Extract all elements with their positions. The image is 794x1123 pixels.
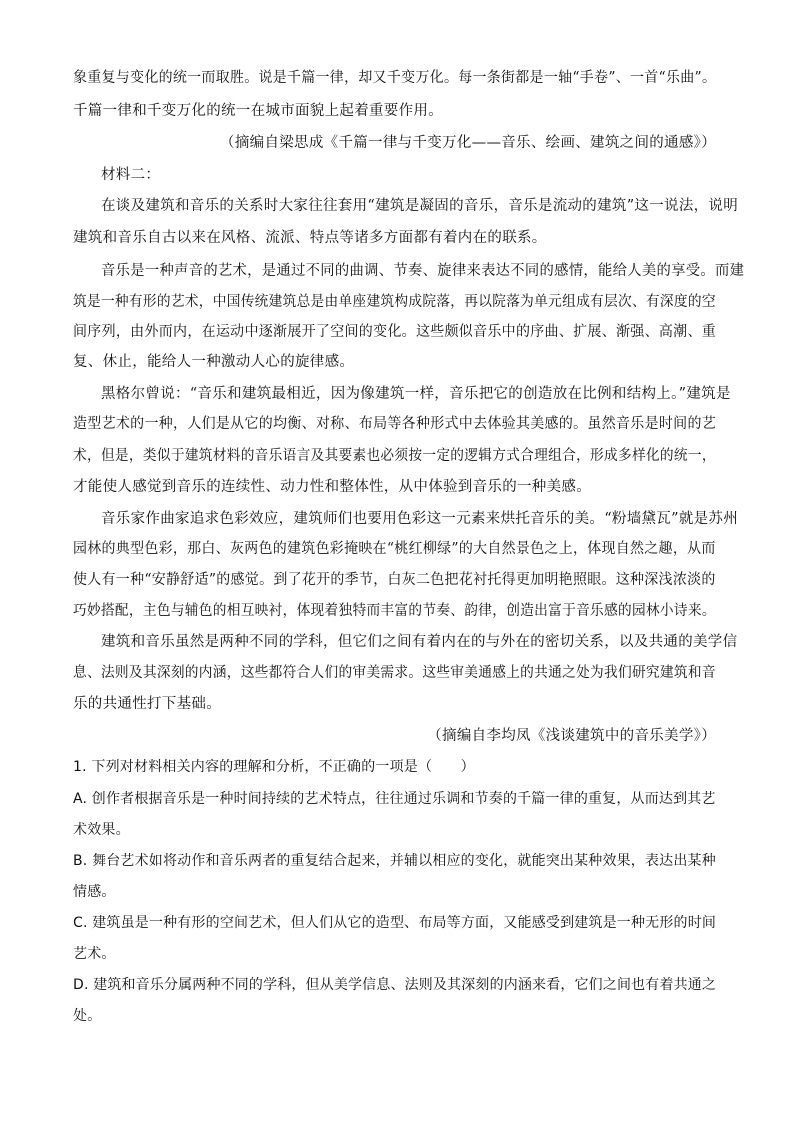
option-c-line-2: 艺术。	[73, 946, 116, 962]
material2-source: （摘编自李均凤《浅谈建筑中的音乐美学》）	[427, 728, 716, 744]
material2-p4-line-3: 使人有一种“安静舒适”的感觉。到了花开的季节，白灰二色把花衬托得更加明艳照眼。这种深浅浓淡的	[73, 572, 716, 588]
material2-p3-line-3: 术，但是，类似于建筑材料的音乐语言及其要素也必须按一定的逻辑方式合理组合，形成多样化的统一，	[73, 448, 716, 464]
question-stem: 1. 下列对材料相关内容的理解和分析，不正确的一项是（ ）	[73, 759, 475, 775]
material2-p3-line-1: 黑格尔曾说：“音乐和建筑最相近，因为像建筑一样，音乐把它的创造放在比例和结构上。”建筑是	[101, 386, 731, 402]
material2-p2-line-2: 筑是一种有形的艺术，中国传统建筑总是由单座建筑构成院落，再以院落为单元组成有层次、有深度的空	[73, 294, 716, 310]
material1-line-2: 千篇一律和千变万化的统一在城市面貌上起着重要作用。	[73, 103, 443, 119]
material2-p1-line-1: 在谈及建筑和音乐的关系时大家往往套用“建筑是凝固的音乐，音乐是流动的建筑”这一说法，说明	[101, 198, 739, 214]
option-c-line-1: C. 建筑虽是一种有形的空间艺术，但人们从它的造型、布局等方面，又能感受到建筑是一种无形的时间	[73, 915, 717, 931]
material2-p1-line-2: 建筑和音乐自古以来在风格、流派、特点等诸多方面都有着内在的联系。	[73, 230, 547, 246]
material1-line-1: 象重复与变化的统一而取胜。说是千篇一律，却又千变万化。每一条街都是一轴“手卷”、一首“乐曲”。	[73, 70, 717, 86]
material2-heading: 材料二：	[101, 167, 161, 183]
material2-p2-line-4: 复、休止，能给人一种激动人心的旋律感。	[73, 354, 355, 370]
option-b-line-2: 情感。	[73, 884, 116, 900]
option-a-line-2: 术效果。	[73, 822, 130, 838]
material2-p4-line-2: 园林的典型色彩，那白、灰两色的建筑色彩掩映在“桃红柳绿”的大自然景色之上，体现自然之趣，从而	[73, 541, 716, 557]
material2-p5-line-1: 建筑和音乐虽然是两种不同的学科，但它们之间有着内在的与外在的密切关系，以及共通的美学信	[101, 634, 738, 650]
material2-p4-line-1: 音乐家作曲家追求色彩效应，建筑师们也要用色彩这一元素来烘托音乐的美。“粉墙黛瓦”就是苏州	[101, 511, 739, 527]
material2-p3-line-4: 才能使人感觉到音乐的连续性、动力性和整体性，从中体验到音乐的一种美感。	[73, 479, 591, 495]
material2-p5-line-3: 乐的共通性打下基础。	[73, 696, 221, 712]
material1-source: （摘编自梁思成《千篇一律与千变万化——音乐、绘画、建筑之间的通感》）	[220, 135, 716, 151]
material2-p2-line-3: 间序列，由外而内，在运动中逐渐展开了空间的变化。这些颇似音乐中的序曲、扩展、渐强、高潮、重	[73, 324, 717, 340]
material2-p3-line-2: 造型艺术的一种，人们是从它的均衡、对称、布局等各种形式中去体验其美感的。虽然音乐是时间的艺	[73, 416, 717, 432]
material2-p4-line-4: 巧妙搭配，主色与辅色的相互映衬，体现着独特而丰富的节奏、韵律，创造出富于音乐感的园林小诗来。	[73, 603, 716, 619]
material2-p5-line-2: 息、法则及其深刻的内涵，这些都符合人们的审美需求。这些审美通感上的共通之处为我们研究建筑和音	[73, 665, 716, 681]
option-d-line-2: 处。	[73, 1008, 102, 1024]
material2-p2-line-1: 音乐是一种声音的艺术，是通过不同的曲调、节奏、旋律来表达不同的感情，能给人美的享受。而建	[101, 263, 745, 279]
option-d-line-1: D. 建筑和音乐分属两种不同的学科，但从美学信息、法则及其深刻的内涵来看，它们之间也有着共通之	[73, 977, 717, 993]
option-b-line-1: B. 舞台艺术如将动作和音乐两者的重复结合起来，并辅以相应的变化，就能突出某种效果，表达出某种	[73, 853, 716, 869]
option-a-line-1: A. 创作者根据音乐是一种时间持续的艺术特点，往往通过乐调和节奏的千篇一律的重复，从而达到其艺	[73, 791, 716, 807]
